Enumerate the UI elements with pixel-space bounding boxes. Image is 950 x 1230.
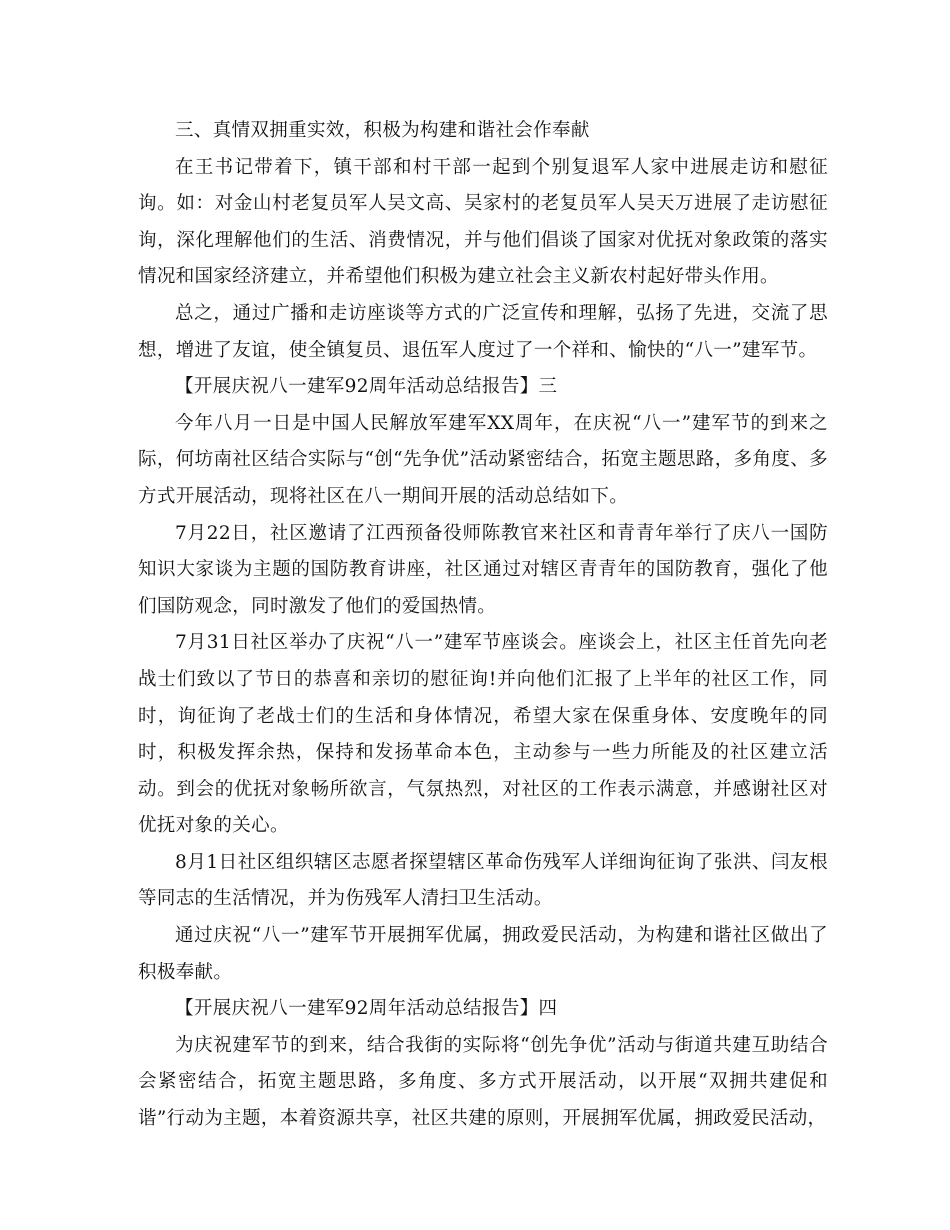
paragraph-summary: 总之，通过广播和走访座谈等方式的广泛宣传和理解，弘扬了先进，交流了思想，增进了友谊，使全镇复员、退伍军人度过了一个祥和、愉快的“八一”建军节。	[138, 302, 828, 361]
section-heading-3: 三、真情双拥重实效，积极为构建和谐社会作奉献	[175, 120, 590, 141]
paragraph-intro-3: 今年八月一日是中国人民解放军建军XX周年，在庆祝“八一”建军节的到来之际，何坊南社区结合实际与“创“先争优”活动紧密结合，拓宽主题思路，多角度、多方式开展活动，现将社区在八一期间开展的活动总结如下。	[138, 412, 828, 507]
report-title-3: 【开展庆祝八一建军92周年活动总结报告】三	[175, 376, 558, 398]
paragraph-july-22: 7月22日，社区邀请了江西预备役师陈教官来社区和青青年举行了庆八一国防知识大家谈为主题的国防教育讲座，社区通过对辖区青青年的国防教育，强化了他们国防观念，同时激发了他们的爱国热情。	[138, 522, 828, 617]
paragraph-conclusion-3: 通过庆祝“八一”建军节开展拥军优属，拥政爱民活动，为构建和谐社区做出了积极奉献。	[138, 925, 828, 983]
paragraph-july-31: 7月31日社区举办了庆祝“八一”建军节座谈会。座谈会上，社区主任首先向老战士们致以了节日的恭喜和亲切的慰征询!并向他们汇报了上半年的社区工作，同时，询征询了老战士们的生活和身体情况，希望大家在保重身体、安度晚年的同时，积极发挥余热，保持和发扬革命本色，主动参与一些力所能及的社区建立活动。到会的优抚对象畅所欲言，气氛热烈，对社区的工作表示满意，并感谢社区对优抚对象的关心。	[138, 632, 828, 837]
paragraph-visit: 在王书记带着下，镇干部和村干部一起到个别复退军人家中进展走访和慰征询。如：对金山村老复员军人吴文高、吴家村的老复员军人吴天万进展了走访慰征询，深化理解他们的生活、消费情况，并与他们倡谈了国家对优抚对象政策的落实情况和国家经济建立，并希望他们积极为建立社会主义新农村起好带头作用。	[138, 156, 828, 288]
report-title-4: 【开展庆祝八一建军92周年活动总结报告】四	[175, 998, 558, 1020]
paragraph-august-1: 8月1日社区组织辖区志愿者探望辖区革命伤残军人详细询征询了张洪、闫友根等同志的生活情况，并为伤残军人清扫卫生活动。	[138, 851, 828, 910]
document-body	[138, 113, 828, 1138]
paragraph-intro-4: 为庆祝建军节的到来，结合我街的实际将“创先争优”活动与街道共建互助结合会紧密结合，拓宽主题思路，多角度、多方式开展活动，以开展“双拥共建促和谐”行动为主题，本着资源共享，社区共建的原则，开展拥军优属，拥政爱民活动，	[138, 1034, 828, 1130]
